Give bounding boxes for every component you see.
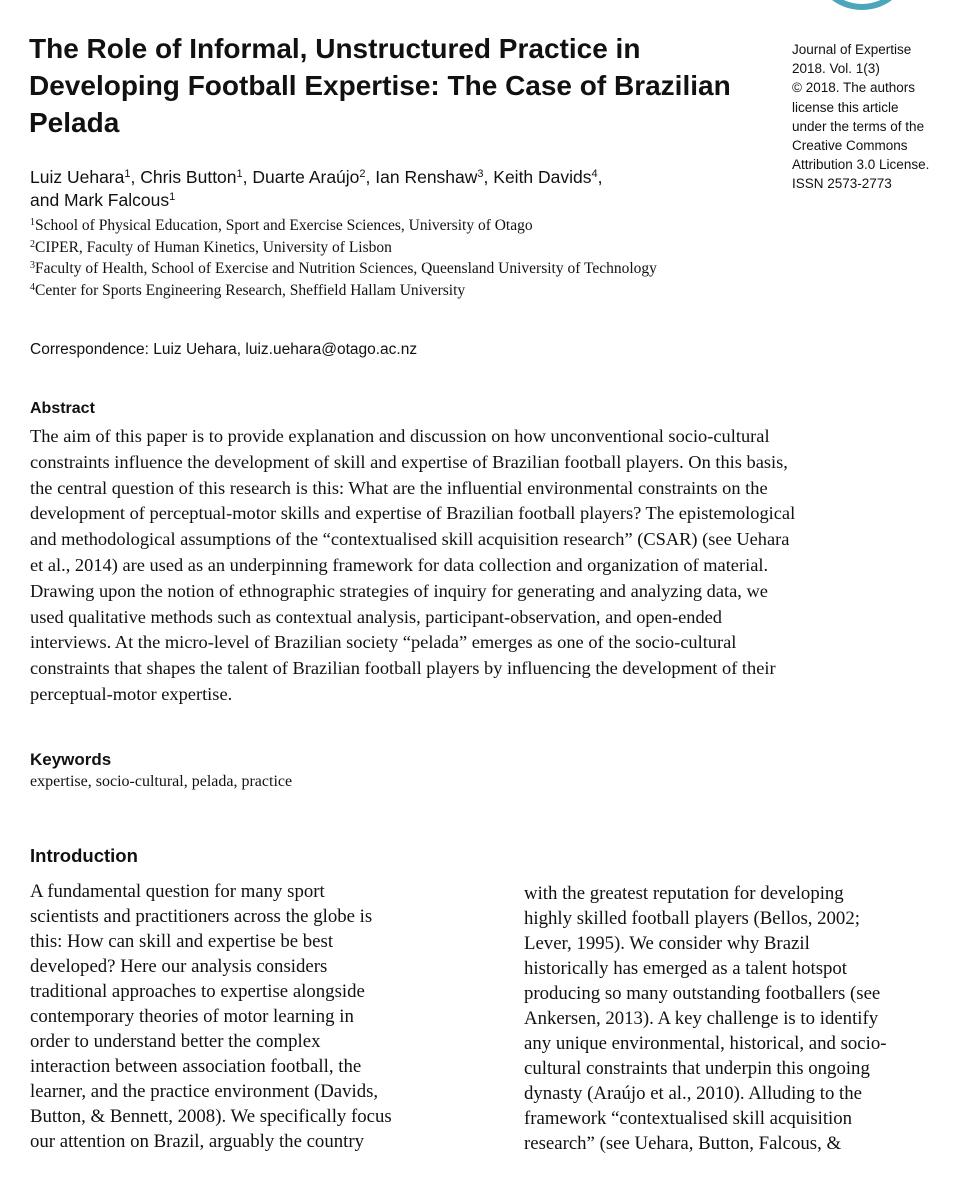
- body-line: traditional approaches to expertise alongside: [30, 981, 365, 1002]
- body-line: Button, & Bennett, 2008). We specifically focus: [30, 1106, 392, 1127]
- author-name: Ian Renshaw: [375, 167, 478, 187]
- affiliation-number: 1: [30, 217, 35, 228]
- affiliation-item: [30, 258, 830, 280]
- body-line: this: How can skill and expertise be best: [30, 931, 334, 952]
- journal-info-line: ISSN 2573-2773: [792, 176, 892, 192]
- journal-info-line: Attribution 3.0 License.: [792, 157, 930, 173]
- keywords-heading: Keywords: [30, 750, 112, 769]
- abstract-line: perceptual-motor expertise.: [30, 683, 233, 704]
- introduction-column-right: [524, 881, 954, 1156]
- body-line: scientists and practitioners across the globe is: [30, 906, 373, 927]
- abstract-line: constraints that shapes the talent of Brazilian football players by influencing the development of their: [30, 658, 776, 679]
- affiliation-number: 2: [30, 238, 35, 250]
- author-affiliation-number: 1: [169, 191, 176, 203]
- affiliation-list: [30, 215, 830, 301]
- keywords-list: expertise, socio-cultural, pelada, practice: [30, 773, 293, 790]
- abstract-line: the central question of this research is this: What are the influential environmental constraints on the: [30, 477, 768, 498]
- author-name: Duarte Araújo: [252, 167, 360, 187]
- author-affiliation-number: 2: [359, 168, 366, 180]
- journal-logo-arc: [812, 0, 912, 10]
- author-separator: ,: [483, 167, 494, 187]
- body-line: any unique environmental, historical, and socio-: [524, 1033, 887, 1054]
- introduction-heading: Introduction: [30, 845, 138, 866]
- body-line: framework “contextualised skill acquisition: [524, 1108, 853, 1129]
- journal-info-line: © 2018. The authors: [792, 80, 916, 96]
- author-affiliation-number: 4: [591, 168, 598, 180]
- affiliation-text: School of Physical Education, Sport and Exercise Sciences, University of Otago: [35, 217, 533, 234]
- author-name: Chris Button: [140, 167, 237, 187]
- author-affiliation-number: 3: [477, 168, 484, 180]
- journal-info-line: Creative Commons: [792, 138, 908, 154]
- author-name: and Mark Falcous: [30, 190, 170, 210]
- abstract-line: used qualitative methods such as contextual analysis, participant-observation, and open-ended: [30, 606, 723, 627]
- body-line: order to understand better the complex: [30, 1031, 321, 1052]
- author-affiliation-number: 1: [236, 168, 243, 180]
- body-line: A fundamental question for many sport: [30, 881, 325, 902]
- affiliation-item: [30, 215, 830, 237]
- journal-info-line: 2018. Vol. 1(3): [792, 61, 880, 77]
- body-line: developed? Here our analysis considers: [30, 956, 328, 977]
- journal-info-line: license this article: [792, 99, 899, 115]
- abstract-heading: Abstract: [30, 400, 95, 417]
- paper-title: The Role of Informal, Unstructured Practice in Developing Football Expertise: The Case of Brazilian Pelada: [29, 33, 731, 138]
- author-separator: ,: [365, 167, 376, 187]
- affiliation-item: [30, 280, 830, 302]
- journal-info-line: Journal of Expertise: [792, 42, 912, 57]
- author-separator: ,: [597, 167, 603, 187]
- body-line: with the greatest reputation for developing: [524, 883, 844, 904]
- journal-info-line: under the terms of the: [792, 118, 925, 134]
- abstract-line: development of perceptual-motor skills and expertise of Brazilian football players? The epistemological: [30, 503, 796, 524]
- affiliation-text: Center for Sports Engineering Research, Sheffield Hallam University: [35, 281, 466, 299]
- introduction-column-left: [30, 879, 470, 1154]
- body-line: producing so many outstanding footballers (see: [524, 983, 881, 1004]
- author-list: [30, 166, 790, 212]
- author-separator: ,: [242, 167, 253, 187]
- affiliation-item: [30, 237, 830, 259]
- abstract-line: Drawing upon the notion of ethnographic strategies of inquiry for generating and analyzing data, we: [30, 580, 768, 601]
- abstract-line: constraints influence the development of skill and expertise of Brazilian football players. On this basis,: [30, 451, 788, 472]
- abstract-line: The aim of this paper is to provide explanation and discussion on how unconventional socio-cultural: [30, 426, 770, 446]
- body-line: cultural constraints that underpin this ongoing: [524, 1058, 870, 1079]
- abstract-body: [30, 424, 950, 708]
- affiliation-text: CIPER, Faculty of Human Kinetics, University of Lisbon: [35, 238, 392, 256]
- author-affiliation-number: 1: [124, 168, 131, 180]
- body-line: dynasty (Araújo et al., 2010). Alluding to the: [524, 1083, 863, 1104]
- author-separator: ,: [130, 167, 141, 187]
- abstract-line: interviews. At the micro-level of Brazilian society “pelada” emerges as one of the socio-cultural: [30, 632, 737, 653]
- author-name: Luiz Uehara: [30, 167, 125, 187]
- body-line: Lever, 1995). We consider why Brazil: [524, 933, 810, 954]
- author-name: Keith Davids: [493, 167, 592, 187]
- body-line: learner, and the practice environment (Davids,: [30, 1081, 379, 1102]
- body-line: contemporary theories of motor learning in: [30, 1006, 354, 1027]
- affiliation-number: 3: [30, 260, 35, 271]
- body-line: interaction between association football, the: [30, 1056, 362, 1077]
- journal-info: [792, 40, 958, 194]
- abstract-line: et al., 2014) are used as an underpinning framework for data collection and organization of material.: [30, 554, 769, 575]
- correspondence-line: Correspondence: Luiz Uehara, luiz.uehara@otago.ac.nz: [30, 341, 418, 358]
- body-line: our attention on Brazil, arguably the country: [30, 1131, 364, 1152]
- body-line: Ankersen, 2013). A key challenge is to identify: [524, 1008, 879, 1029]
- body-line: highly skilled football players (Bellos, 2002;: [524, 908, 860, 929]
- affiliation-number: 4: [30, 281, 35, 293]
- body-line: research” (see Uehara, Button, Falcous, &: [524, 1133, 842, 1154]
- affiliation-text: Faculty of Health, School of Exercise and Nutrition Sciences, Queensland University of Technology: [35, 260, 657, 277]
- abstract-line: and methodological assumptions of the “contextualised skill acquisition research” (CSAR) (see Uehara: [30, 529, 790, 550]
- body-line: historically has emerged as a talent hotspot: [524, 958, 848, 979]
